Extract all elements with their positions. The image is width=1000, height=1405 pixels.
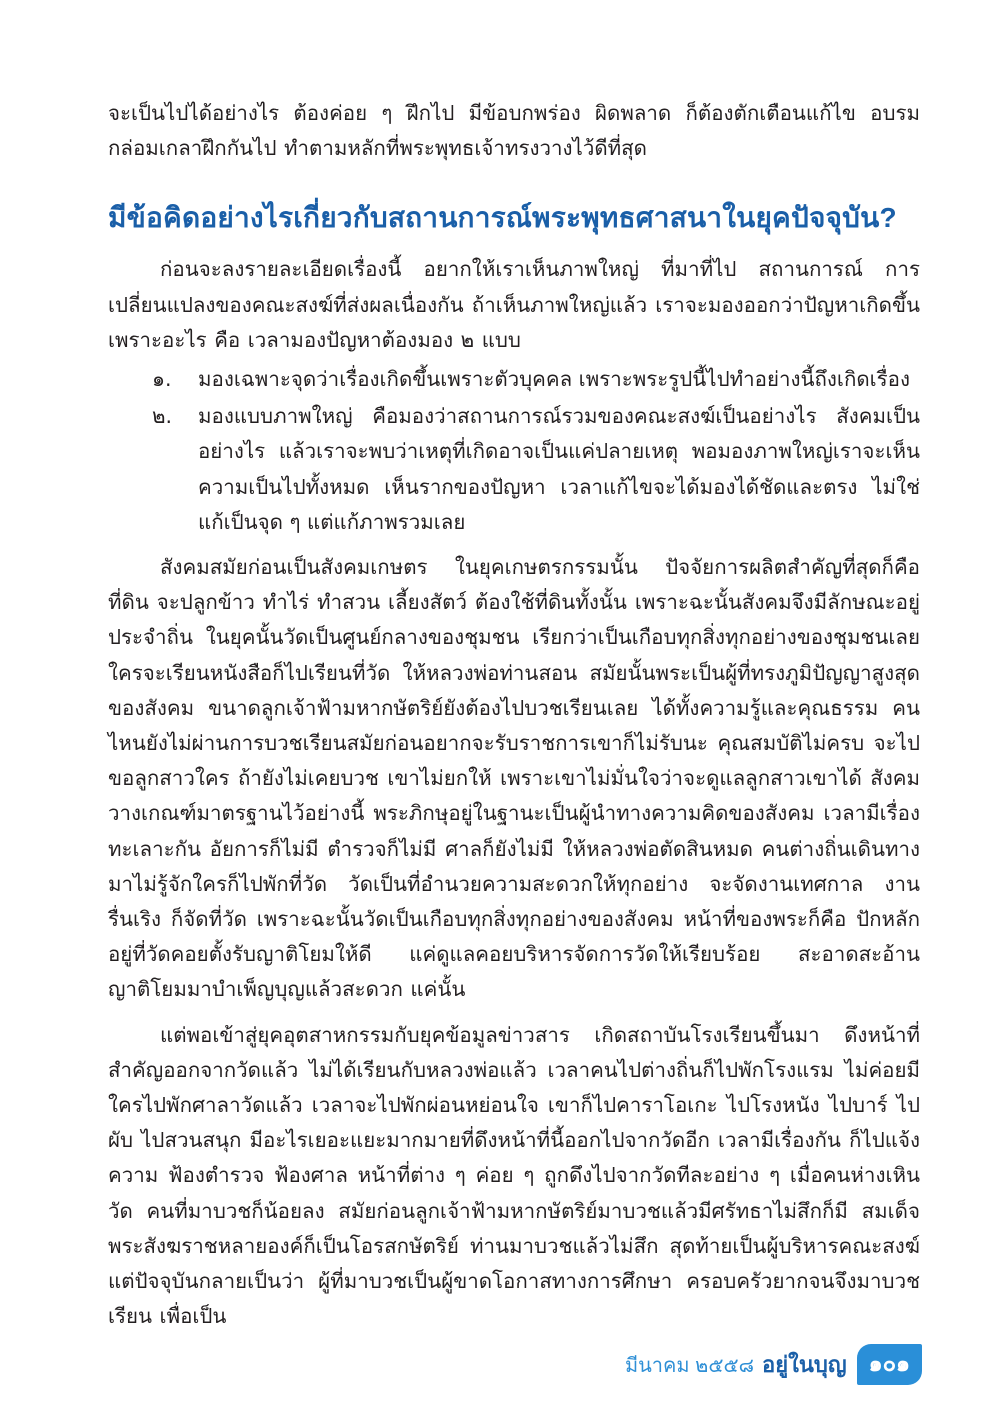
- list-item-number: ๒.: [152, 404, 173, 429]
- section-heading: มีข้อคิดอย่างไรเกี่ยวกับสถานการณ์พระพุทธศาสนาในยุคปัจจุบัน?: [108, 202, 897, 234]
- numbered-list: [108, 362, 920, 540]
- page-body: [108, 96, 920, 1335]
- footer-magazine-name: อยู่ในบุญ: [762, 1352, 847, 1377]
- list-item: [108, 362, 920, 397]
- paragraph-2: สังคมสมัยก่อนเป็นสังคมเกษตร ในยุคเกษตรกรรมนั้น ปัจจัยการผลิตสำคัญที่สุดก็คือที่ดิน จะปลูกข้าว ทำไร่ ทำสวน เลี้ยงสัตว์ ต้องใช้ที่ดินทั้งนั้น เพราะฉะนั้นสังคมจึงมีลักษณะอยู่ประจำถิ่น ในยุคนั้นวัดเป็นศูนย์กลางของชุมชน เรียกว่าเป็นเกือบทุกสิ่งทุกอย่างของชุมชนเลย ใครจะเรียนหนังสือก็ไปเรียนที่วัด ให้หลวงพ่อท่านสอน สมัยนั้นพระเป็นผู้ที่ทรงภูมิปัญญาสูงสุดของสังคม ขนาดลูกเจ้าฟ้ามหากษัตริย์ยังต้องไปบวชเรียนเลย ได้ทั้งความรู้และคุณธรรม คนไหนยังไม่ผ่านการบวชเรียนสมัยก่อนอยากจะรับราชการเขาก็ไม่รับนะ คุณสมบัติไม่ครบ จะไปขอลูกสาวใคร ถ้ายังไม่เคยบวช เขาไม่ยกให้ เพราะเขาไม่มั่นใจว่าจะดูแลลูกสาวเขาได้ สังคมวางเกณฑ์มาตรฐานไว้อย่างนี้ พระภิกษุอยู่ในฐานะเป็นผู้นำทางความคิดของสังคม เวลามีเรื่องทะเลาะกัน อัยการก็ไม่มี ตำรวจก็ไม่มี ศาลก็ยังไม่มี ให้หลวงพ่อตัดสินหมด คนต่างถิ่นเดินทางมาไม่รู้จักใครก็ไปพักที่วัด วัดเป็นที่อำนวยความสะดวกให้ทุกอย่าง จะจัดงานเทศกาล งานรื่นเริง ก็จัดที่วัด เพราะฉะนั้นวัดเป็นเกือบทุกสิ่งทุกอย่างของสังคม หน้าที่ของพระก็คือ ปักหลักอยู่ที่วัดคอยตั้งรับญาติโยมให้ดี แค่ดูแลคอยบริหารจัดการวัดให้เรียบร้อย สะอาดสะอ้าน ญาติโยมมาบำเพ็ญบุญแล้วสะดวก แค่นั้น: [108, 555, 920, 1002]
- list-item-text: มองเฉพาะจุดว่าเรื่องเกิดขึ้นเพราะตัวบุคคล เพราะพระรูปนี้ไปทำอย่างนี้ถึงเกิดเรื่อง: [198, 367, 911, 392]
- list-item-number: ๑.: [152, 367, 172, 392]
- list-item: [108, 399, 920, 540]
- list-item-text: มองแบบภาพใหญ่ คือมองว่าสถานการณ์รวมของคณะสงฆ์เป็นอย่างไร สังคมเป็นอย่างไร แล้วเราจะพบว่าเหตุที่เกิดอาจเป็นแค่ปลายเหตุ พอมองภาพใหญ่เราจะเห็นความเป็นไปทั้งหมด เห็นรากของปัญหา เวลาแก้ไขจะได้มองได้ชัดและตรง ไม่ใช่แก้เป็นจุด ๆ แต่แก้ภาพรวมเลย: [198, 404, 920, 534]
- paragraph-3: แต่พอเข้าสู่ยุคอุตสาหกรรมกับยุคข้อมูลข่าวสาร เกิดสถาบันโรงเรียนขึ้นมา ดึงหน้าที่สำคัญออกจากวัดแล้ว ไม่ได้เรียนกับหลวงพ่อแล้ว เวลาคนไปต่างถิ่นก็ไปพักโรงแรม ไม่ค่อยมีใครไปพักศาลาวัดแล้ว เวลาจะไปพักผ่อนหย่อนใจ เขาก็ไปคาราโอเกะ ไปโรงหนัง ไปบาร์ ไปผับ ไปสวนสนุก มีอะไรเยอะแยะมากมายที่ดึงหน้าที่นี้ออกไปจากวัดอีก เวลามีเรื่องกัน ก็ไปแจ้งความ ฟ้องตำรวจ ฟ้องศาล หน้าที่ต่าง ๆ ค่อย ๆ ถูกดึงไปจากวัดทีละอย่าง ๆ เมื่อคนห่างเหินวัด คนที่มาบวชก็น้อยลง สมัยก่อนลูกเจ้าฟ้ามหากษัตริย์มาบวชแล้วมีศรัทธาไม่สึกก็มี สมเด็จพระสังฆราชหลายองค์ก็เป็นโอรสกษัตริย์ ท่านมาบวชแล้วไม่สึก สุดท้ายเป็นผู้บริหารคณะสงฆ์ แต่ปัจจุบันกลายเป็นว่า ผู้ที่มาบวชเป็นผู้ขาดโอกาสทางการศึกษา ครอบครัวยากจนจึงมาบวชเรียน เพื่อเป็น: [108, 1022, 920, 1329]
- page-number-badge: ๑๐๑: [857, 1344, 922, 1385]
- intro-paragraph: จะเป็นไปได้อย่างไร ต้องค่อย ๆ ฝึกไป มีข้อบกพร่อง ผิดพลาด ก็ต้องตักเตือนแก้ไข อบรมกล่อมเกลาฝึกกันไป ทำตามหลักที่พระพุทธเจ้าทรงวางไว้ดีที่สุด: [108, 101, 920, 161]
- footer-issue-date: มีนาคม ๒๕๕๘: [624, 1354, 755, 1377]
- paragraph-1: ก่อนจะลงรายละเอียดเรื่องนี้ อยากให้เราเห็นภาพใหญ่ ที่มาที่ไป สถานการณ์ การเปลี่ยนแปลงของคณะสงฆ์ที่ส่งผลเนื่องกัน ถ้าเห็นภาพใหญ่แล้ว เราจะมองออกว่าปัญหาเกิดขึ้นเพราะอะไร คือ เวลามองปัญหาต้องมอง ๒ แบบ: [108, 257, 920, 352]
- page-footer: [625, 1344, 922, 1385]
